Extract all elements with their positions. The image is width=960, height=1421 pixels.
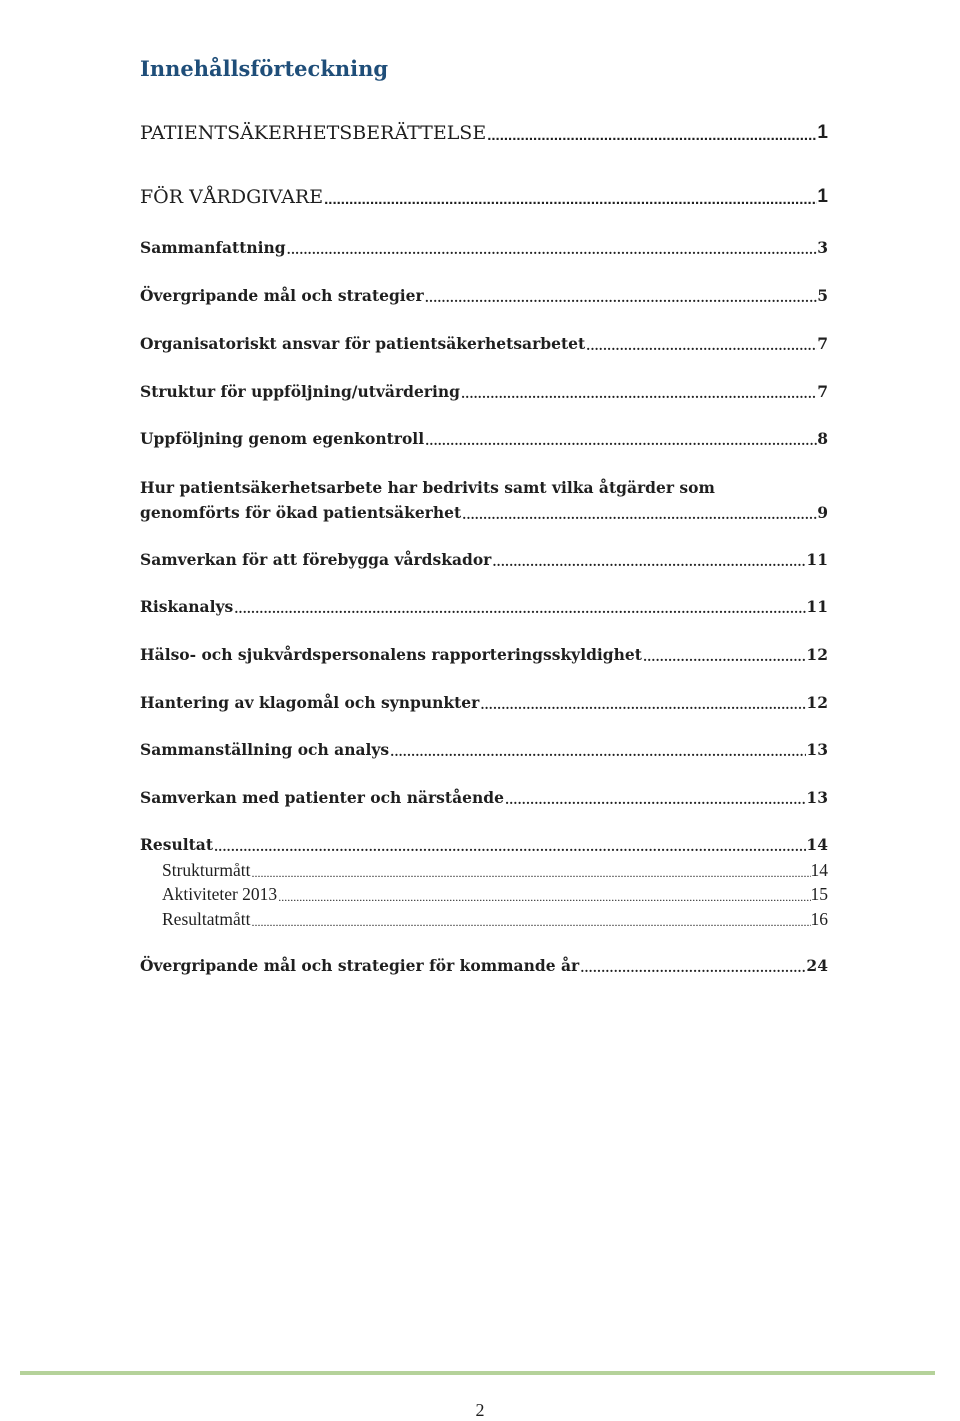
toc-entry[interactable] xyxy=(140,286,828,305)
toc-entry-title: Hantering av klagomål och synpunkter xyxy=(140,693,480,712)
toc-entry-title: Samverkan med patienter och närstående xyxy=(140,788,504,807)
page-number: 2 xyxy=(475,1400,485,1420)
toc-entry-page: 1 xyxy=(817,122,828,143)
toc-entry-page: 12 xyxy=(806,645,828,664)
dot-leader xyxy=(287,243,818,257)
dot-leader xyxy=(390,745,806,759)
toc-entry[interactable] xyxy=(140,645,828,664)
toc-entry[interactable] xyxy=(140,429,828,448)
dot-leader xyxy=(505,793,806,807)
toc-entry[interactable] xyxy=(140,835,828,854)
toc-entry[interactable] xyxy=(140,186,828,208)
toc-subentry[interactable] xyxy=(162,860,828,881)
toc-entry-title: Riskanalys xyxy=(140,597,234,616)
toc-entry-page: 11 xyxy=(806,550,828,569)
toc-entry-title: Sammanfattning xyxy=(140,238,286,257)
dot-leader xyxy=(324,191,817,208)
dot-leader xyxy=(234,602,806,616)
toc-entry-page: 15 xyxy=(810,884,828,904)
toc-entry-title: FÖR VÅRDGIVARE xyxy=(140,186,324,208)
toc-entry-page: 14 xyxy=(806,835,828,854)
toc-entry-title: Resultat xyxy=(140,835,213,854)
toc-entry-title: Samverkan för att förebygga vårdskador xyxy=(140,550,492,569)
dot-leader xyxy=(487,127,817,144)
toc-entry[interactable] xyxy=(140,740,828,759)
toc-entry-page: 9 xyxy=(817,503,828,522)
dot-leader xyxy=(480,698,806,712)
toc-entry-page: 5 xyxy=(817,286,828,305)
footer-rule xyxy=(20,1371,935,1375)
toc-entry-title: Övergripande mål och strategier xyxy=(140,286,424,305)
toc-entry-title-line1[interactable]: Hur patientsäkerhetsarbete har bedrivits samt vilka åtgärder som xyxy=(140,478,715,497)
toc-entry[interactable] xyxy=(140,122,828,144)
toc-entry[interactable] xyxy=(140,238,828,257)
toc-entry-title: Organisatoriskt ansvar för patientsäkerhetsarbetet xyxy=(140,334,586,353)
toc-entry-page: 12 xyxy=(806,693,828,712)
toc-entry[interactable] xyxy=(140,550,828,569)
toc-entry[interactable] xyxy=(140,334,828,353)
dot-leader xyxy=(492,555,806,569)
toc-entry-title: Strukturmått xyxy=(162,860,251,880)
toc-entry-title: Uppföljning genom egenkontroll xyxy=(140,429,425,448)
dot-leader xyxy=(461,387,817,401)
toc-entry-page: 3 xyxy=(817,238,828,257)
toc-entry-page: 7 xyxy=(817,334,828,353)
dot-leader xyxy=(425,291,817,305)
toc-entry-title: Struktur för uppföljning/utvärdering xyxy=(140,382,460,401)
dot-leader xyxy=(278,890,810,905)
toc-entry-page: 8 xyxy=(817,429,828,448)
dot-leader xyxy=(425,434,817,448)
dot-leader xyxy=(462,508,817,522)
dot-leader xyxy=(251,866,810,881)
toc-subentry[interactable] xyxy=(162,909,828,930)
toc-entry-title: Sammanställning och analys xyxy=(140,740,390,759)
toc-entry-title: Resultatmått xyxy=(162,909,251,929)
toc-entry-page: 7 xyxy=(817,382,828,401)
toc-entry[interactable] xyxy=(140,382,828,401)
toc-entry-page: 13 xyxy=(806,740,828,759)
toc-subentry[interactable] xyxy=(162,884,828,905)
toc-entry-page: 1 xyxy=(817,186,828,207)
toc-entry[interactable] xyxy=(140,693,828,712)
toc-entry-page: 14 xyxy=(810,860,828,880)
toc-entry[interactable] xyxy=(140,503,828,522)
toc-entry-title: Aktiviteter 2013 xyxy=(162,884,278,904)
toc-entry-page: 16 xyxy=(810,909,828,929)
toc-heading: Innehållsförteckning xyxy=(140,56,389,81)
toc-entry-page: 13 xyxy=(806,788,828,807)
toc-entry-title: genomförts för ökad patientsäkerhet xyxy=(140,503,462,522)
dot-leader xyxy=(214,840,806,854)
toc-entry-title: Hälso- och sjukvårdspersonalens rapporteringsskyldighet xyxy=(140,645,642,664)
dot-leader xyxy=(643,650,806,664)
toc-entry-title: PATIENTSÄKERHETSBERÄTTELSE xyxy=(140,122,487,144)
toc-entry-page: 24 xyxy=(806,956,828,975)
dot-leader xyxy=(586,339,817,353)
toc-entry[interactable] xyxy=(140,597,828,616)
dot-leader xyxy=(251,915,810,930)
toc-entry-title: Övergripande mål och strategier för kommande år xyxy=(140,956,580,975)
dot-leader xyxy=(580,961,806,975)
toc-entry-page: 11 xyxy=(806,597,828,616)
toc-entry[interactable] xyxy=(140,788,828,807)
toc-entry[interactable] xyxy=(140,956,828,975)
